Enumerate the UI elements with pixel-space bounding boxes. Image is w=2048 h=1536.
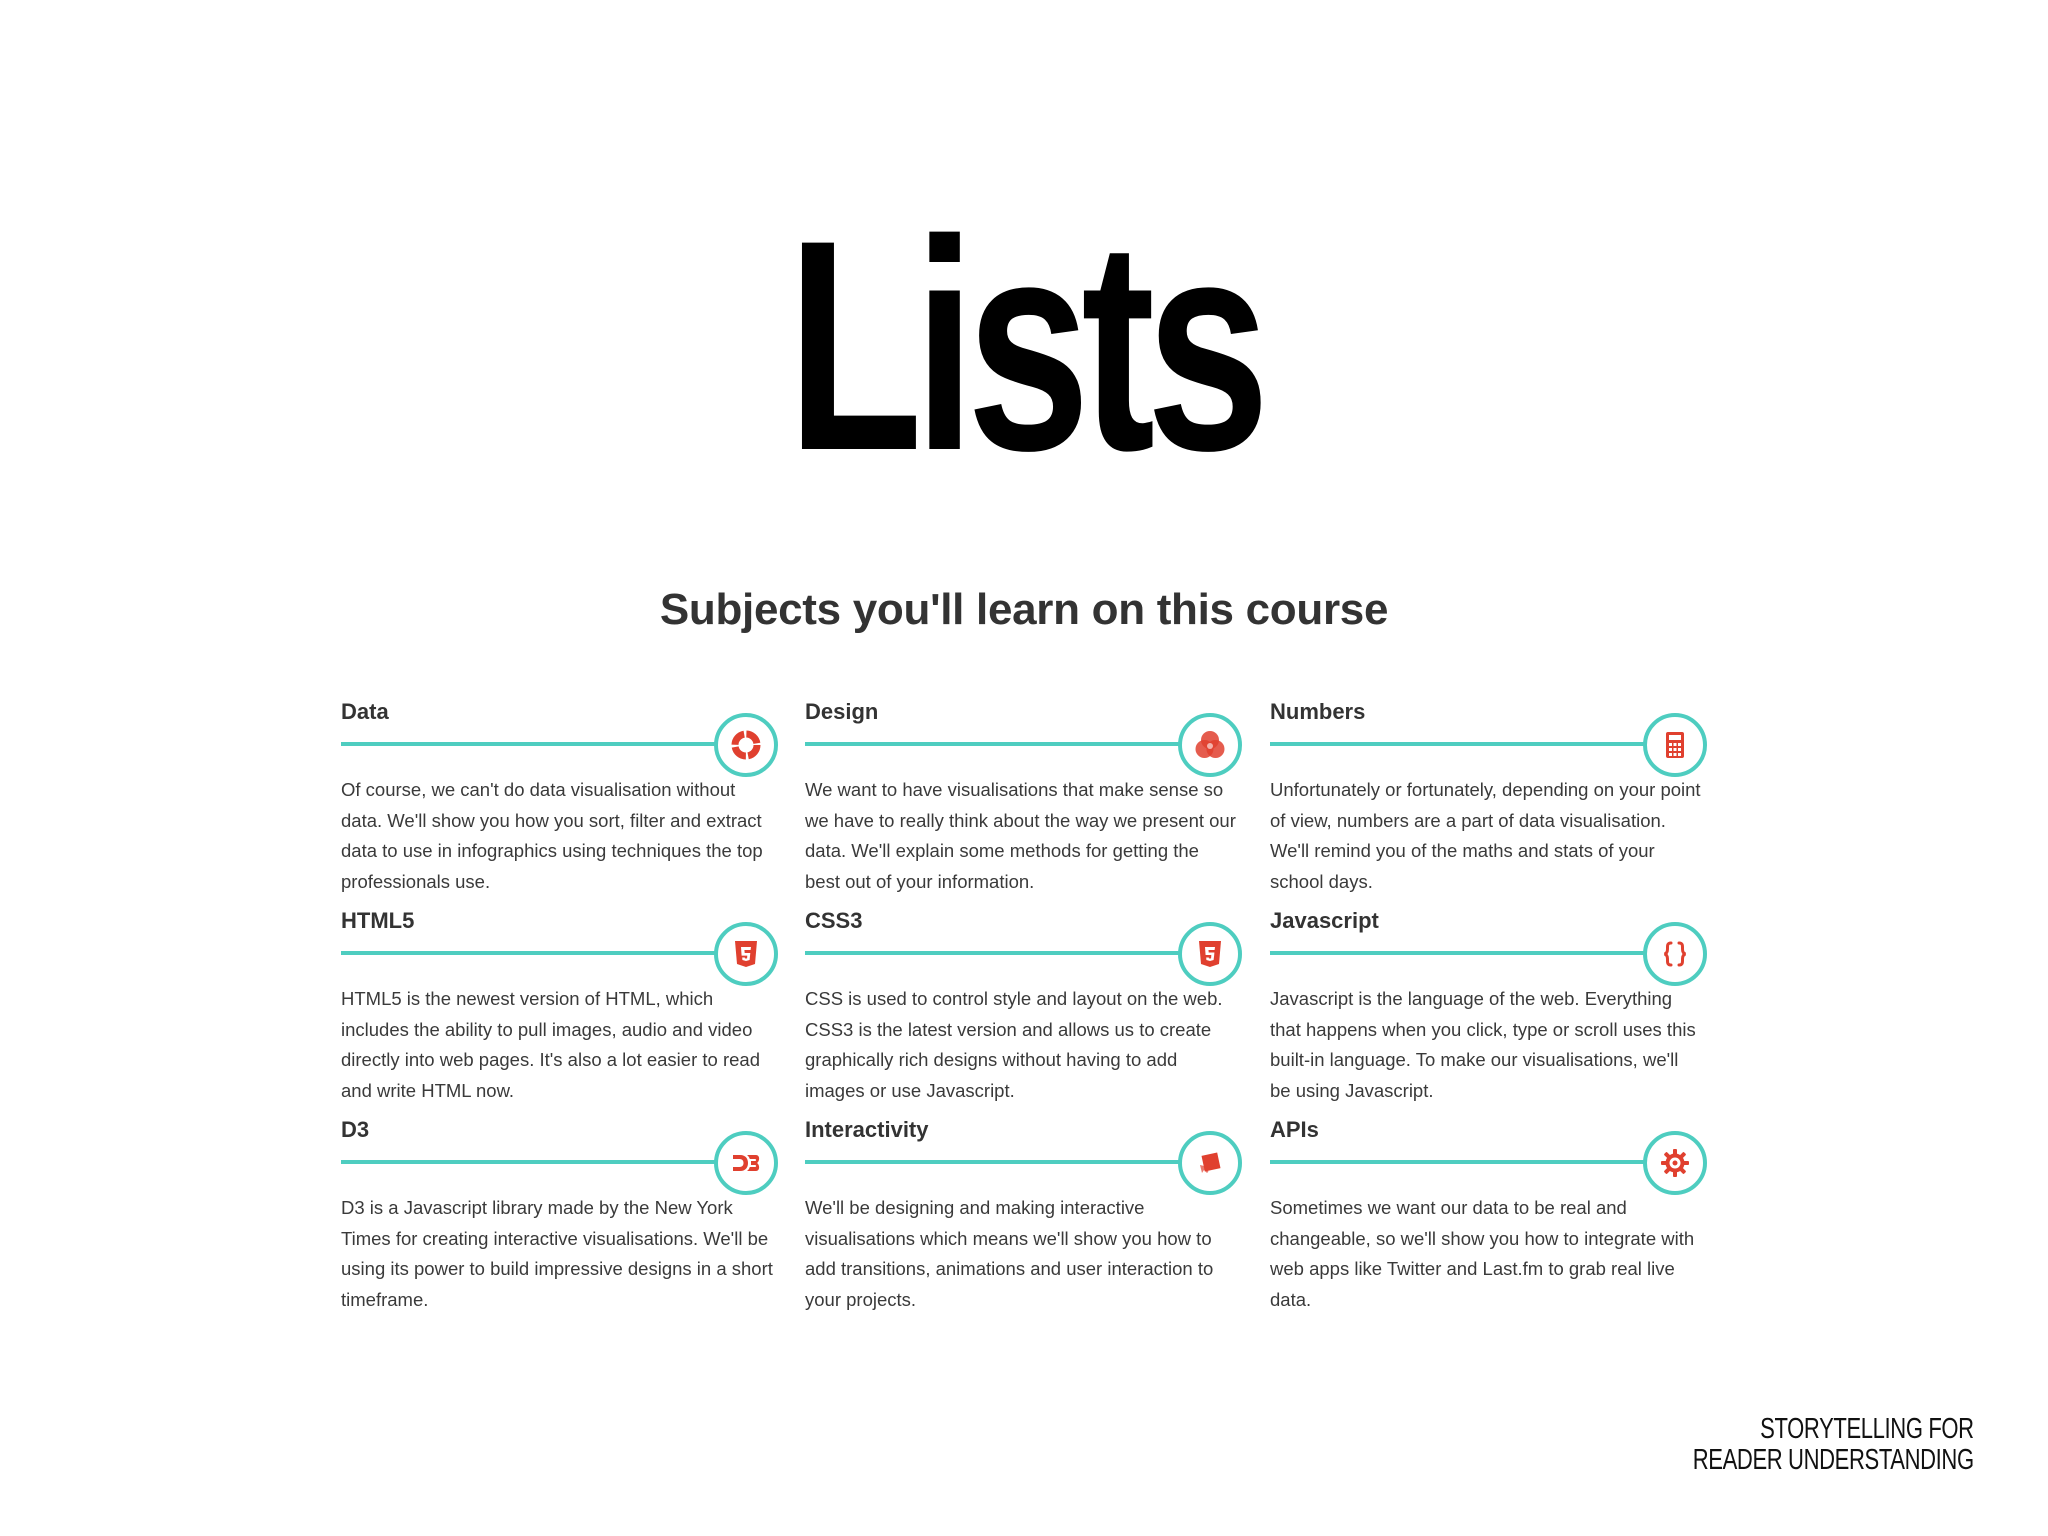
d3-logo-icon (714, 1131, 778, 1195)
card-divider (805, 1160, 1185, 1164)
footer-line-1: STORYTELLING FOR (1760, 1413, 1974, 1445)
card-title: Design (805, 699, 879, 724)
footer-line-2: READER UNDERSTANDING (1693, 1444, 1974, 1476)
card-description: Sometimes we want our data to be real and changeable, so we'll show you how to integrate with web apps like Twitter and Last.fm to grab real live data. (1270, 1197, 1695, 1310)
card-divider (1270, 1160, 1650, 1164)
color-circles-icon (1178, 713, 1242, 777)
calculator-icon (1643, 713, 1707, 777)
donut-chart-icon (714, 713, 778, 777)
css3-shield-icon (1178, 922, 1242, 986)
card-title: APIs (1270, 1117, 1319, 1142)
card-description: Of course, we can't do data visualisation without data. We'll show you how you sort, filter and extract data to use in infographics using techniques the top professionals use. (341, 779, 763, 892)
card-description: Unfortunately or fortunately, depending on your point of view, numbers are a part of data visualisation. We'll remind you of the maths and stats of your school days. (1270, 779, 1701, 892)
subject-card-html5 (341, 906, 781, 1101)
card-description: We want to have visualisations that make sense so we have to really think about the way we present our data. We'll explain some methods for getting the best out of your information. (805, 779, 1236, 892)
page-subtitle: Subjects you'll learn on this course (659, 585, 1389, 634)
card-description: Javascript is the language of the web. Everything that happens when you click, type or scroll uses this built-in language. To make our visualisations, we'll be using Javascript. (1270, 988, 1696, 1101)
subject-card-d3 (341, 1115, 781, 1310)
subject-card-css3 (805, 906, 1245, 1101)
page-title: Lists (787, 177, 1261, 513)
card-description: D3 is a Javascript library made by the New York Times for creating interactive visualisations. We'll be using its power to build impressive designs in a short timeframe. (341, 1197, 773, 1310)
html5-shield-icon (714, 922, 778, 986)
footer-brand (1693, 1414, 1974, 1476)
subject-card-numbers (1270, 697, 1710, 892)
subject-card-data (341, 697, 781, 892)
subject-card-apis (1270, 1115, 1710, 1310)
card-title: HTML5 (341, 908, 415, 933)
card-title: Interactivity (805, 1117, 929, 1142)
card-title: Javascript (1270, 908, 1379, 933)
card-divider (1270, 742, 1650, 746)
subject-card-javascript (1270, 906, 1710, 1101)
cursor-square-icon (1178, 1131, 1242, 1195)
card-divider (341, 1160, 721, 1164)
card-divider (341, 742, 721, 746)
subject-card-interactivity (805, 1115, 1245, 1310)
card-title: CSS3 (805, 908, 863, 933)
card-description: CSS is used to control style and layout on the web. CSS3 is the latest version and allows us to create graphically rich designs without having to add images or use Javascript. (805, 988, 1223, 1101)
gear-icon (1643, 1131, 1707, 1195)
card-divider (341, 951, 721, 955)
subject-card-design (805, 697, 1245, 892)
card-divider (805, 742, 1185, 746)
card-title: Numbers (1270, 699, 1366, 724)
card-description: HTML5 is the newest version of HTML, which includes the ability to pull images, audio and video directly into web pages. It's also a lot easier to read and write HTML now. (341, 988, 760, 1101)
curly-braces-icon (1643, 922, 1707, 986)
card-divider (1270, 951, 1650, 955)
card-title: D3 (341, 1117, 370, 1142)
card-title: Data (341, 699, 389, 724)
card-description: We'll be designing and making interactive visualisations which means we'll show you how to add transitions, animations and user interaction to your projects. (805, 1197, 1214, 1310)
card-divider (805, 951, 1185, 955)
